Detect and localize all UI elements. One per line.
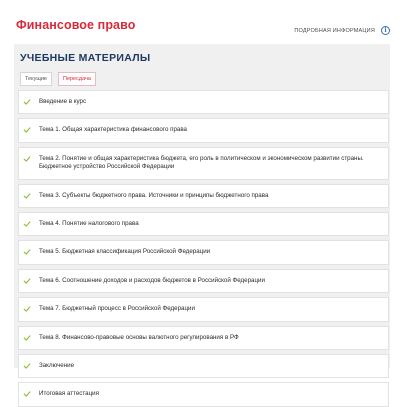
check-icon (23, 277, 31, 285)
check-icon (23, 192, 31, 200)
list-item-topic-8[interactable] (18, 326, 389, 350)
tab-bar (20, 72, 386, 86)
more-info-link[interactable] (294, 26, 390, 35)
list-item-label: Тема 3. Субъекты бюджетного права. Источники и принципы бюджетного права (39, 191, 269, 199)
list-item-intro[interactable] (18, 90, 389, 114)
list-item-label: Введение в курс (39, 98, 87, 105)
list-item-final-assessment[interactable] (18, 382, 389, 406)
check-icon (23, 305, 31, 313)
list-item-topic-3[interactable] (18, 184, 389, 208)
list-item-label: Тема 8. Финансово-правовые основы валютного регулирования в РФ (39, 333, 239, 341)
tab-retake[interactable]: Пересдача (58, 72, 96, 86)
list-item-label: Тема 1. Общая характеристика финансового права (39, 126, 187, 134)
list-item-topic-2[interactable] (18, 147, 389, 180)
list-item-label: Тема 5. Бюджетная классификация Российской Федерации (39, 248, 211, 256)
info-icon[interactable]: i (381, 26, 390, 35)
check-icon (23, 220, 31, 228)
top-bar (0, 0, 400, 40)
page-title: Финансовое право (16, 18, 136, 32)
list-item-label: Тема 6. Соотношение доходов и расходов бюджетов в Российской Федерации (39, 276, 265, 284)
list-item-topic-4[interactable] (18, 212, 389, 236)
list-item-topic-6[interactable] (18, 269, 389, 293)
section-title: УЧЕБНЫЕ МАТЕРИАЛЫ (20, 52, 151, 64)
check-icon (23, 390, 31, 398)
list-item-label: Тема 2. Понятие и общая характеристика бюджета, его роль в политическом и экономическом развитии страны. Бюджетное устройство Российской Федерации (39, 154, 364, 171)
list-item-label: Тема 4. Понятие налогового права (39, 220, 139, 228)
list-item-topic-7[interactable] (18, 297, 389, 321)
check-icon (23, 126, 31, 134)
list-item-label: Тема 7. Бюджетный процесс в Российской Федерации (39, 305, 195, 313)
list-item-topic-1[interactable] (18, 118, 389, 142)
list-item-label: Заключение (39, 362, 75, 370)
check-icon (23, 362, 31, 370)
check-icon (23, 155, 31, 163)
list-item-conclusion[interactable] (18, 354, 389, 378)
check-icon (23, 98, 31, 106)
materials-panel (14, 44, 390, 398)
check-icon (23, 248, 31, 256)
more-info-label: ПОДРОБНАЯ ИНФОРМАЦИЯ (294, 27, 375, 34)
check-icon (23, 334, 31, 342)
list-item-label: Итоговая аттестация (39, 390, 99, 398)
materials-list (18, 90, 389, 407)
list-item-topic-5[interactable] (18, 240, 389, 264)
tab-current[interactable]: Текущие (20, 72, 52, 86)
